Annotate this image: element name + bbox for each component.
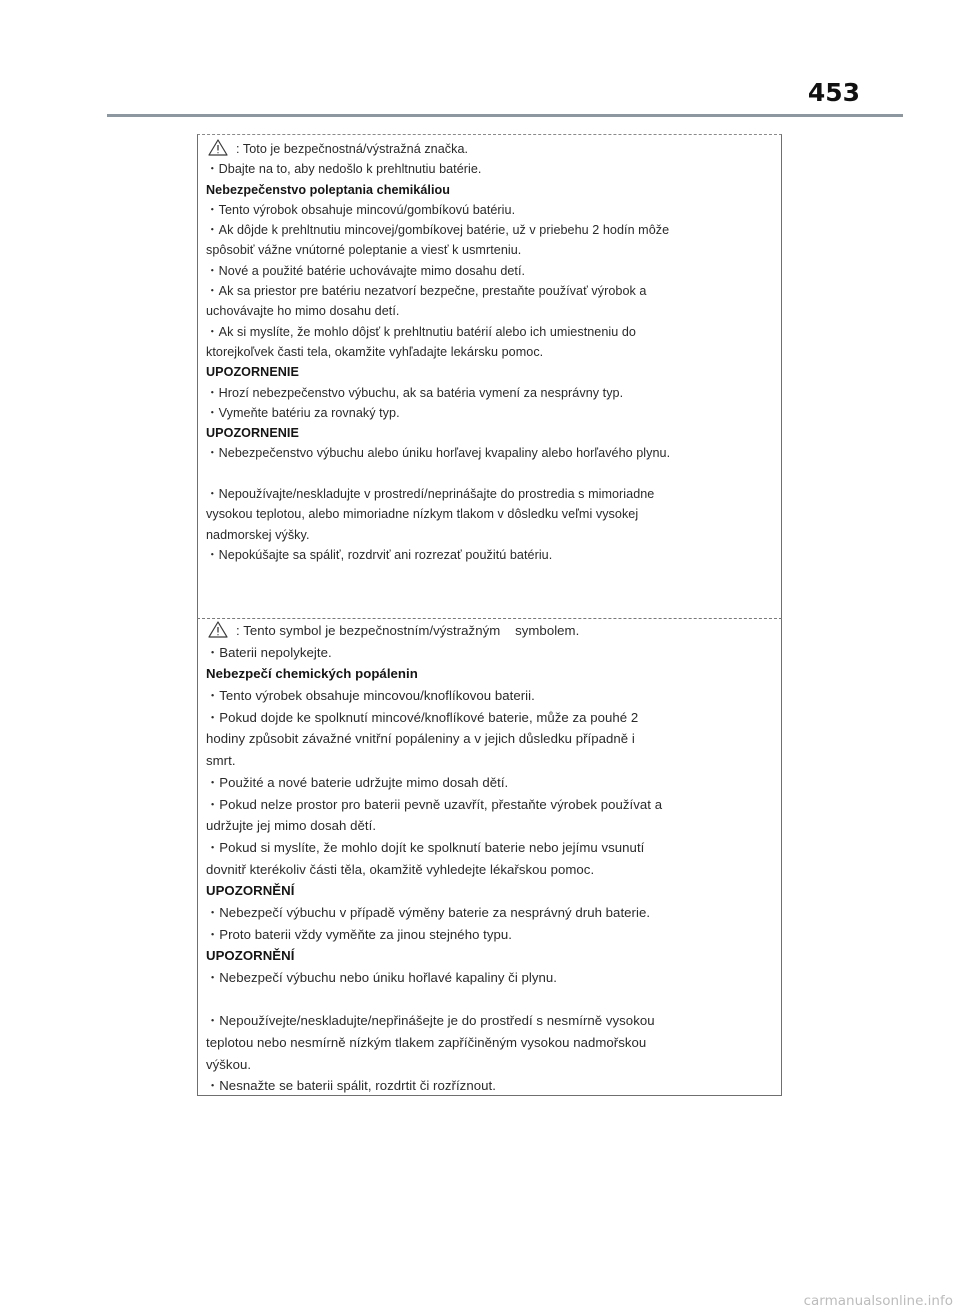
header-rule [107, 114, 903, 117]
text-line: ・Nesnažte se baterii spálit, rozdrtit či rozříznout. [206, 1078, 496, 1094]
box-divider [197, 618, 782, 619]
section-heading: UPOZORNENIE [206, 426, 299, 441]
icon-line-text: : Tento symbol je bezpečnostním/výstražným symbolem. [236, 623, 580, 638]
text-line: ・Ak si myslíte, že mohlo dôjsť k prehltnutiu batérií alebo ich umiestneniu do [206, 324, 636, 339]
text-line: ・Nebezpečí výbuchu nebo úniku hořlavé kapaliny či plynu. [206, 970, 558, 985]
text-line: vysokou teplotou, alebo mimoriadne nízkym tlakom v dôsledku veľmi vysokej [206, 507, 639, 522]
text-line: ・Proto baterii vždy vyměňte za jinou stejného typu. [206, 926, 513, 942]
section-heading: UPOZORNĚNÍ [206, 883, 295, 899]
text-line: ・Vymeňte batériu za rovnaký typ. [206, 405, 400, 420]
section-czech [206, 620, 776, 1097]
text-line: ・Nebezpečí výbuchu v případě výměny baterie za nesprávný druh baterie. [206, 904, 651, 920]
page-number: 453 [807, 78, 860, 107]
text-line: hodiny způsobit závažné vnitřní popáleniny a v jejich důsledku případně i [206, 731, 635, 747]
text-line: ・Nepoužívejte/neskladujte/nepřinášejte je do prostředí s nesmírně vysokou [206, 1013, 655, 1029]
text-line: ・Nepokúšajte sa spáliť, rozdrviť ani rozrezať použitú batériu. [206, 547, 553, 562]
text-line: ・Baterii nepolykejte. [206, 644, 332, 660]
text-line: ・Použité a nové baterie udržujte mimo dosah dětí. [206, 774, 509, 790]
section-heading: UPOZORNĚNÍ [206, 948, 295, 964]
text-line: ・Nebezpečenstvo výbuchu alebo úniku horľavej kvapaliny alebo horľavého plynu. [206, 446, 671, 461]
text-line: smrt. [206, 753, 236, 769]
text-line: ・Nové a použité batérie uchovávajte mimo dosahu detí. [206, 263, 526, 278]
blank-line [206, 989, 776, 1011]
text-line: uchovávajte ho mimo dosahu detí. [206, 304, 400, 319]
section-heading: UPOZORNENIE [206, 365, 299, 380]
text-line: udržujte jej mimo dosah dětí. [206, 818, 377, 834]
text-line: ・Hrozí nebezpečenstvo výbuchu, ak sa batéria vymení za nesprávny typ. [206, 385, 624, 400]
text-line: ・Ak sa priestor pre batériu nezatvorí bezpečne, prestaňte používať výrobok a [206, 284, 647, 299]
section-heading: Nebezpečí chemických popálenin [206, 666, 418, 682]
text-line: ・Ak dôjde k prehltnutiu mincovej/gombíkovej batérie, už v priebehu 2 hodín môže [206, 223, 670, 238]
text-line: ・Tento výrobek obsahuje mincovou/knoflíkovou baterii. [206, 688, 535, 704]
text-line: ・Pokud nelze prostor pro baterii pevně uzavřít, přestaňte výrobek používat a [206, 796, 663, 812]
section-slovak [206, 139, 776, 565]
text-line: ・Pokud dojde ke spolknutí mincové/knoflíkové baterie, může za pouhé 2 [206, 709, 639, 725]
icon-line-text: : Toto je bezpečnostná/výstražná značka. [236, 142, 469, 156]
text-line: spôsobiť vážne vnútorné poleptanie a viesť k usmrteniu. [206, 243, 522, 258]
text-line: dovnitř kterékoliv části těla, okamžitě vyhledejte lékařskou pomoc. [206, 861, 595, 877]
text-line: ktorejkoľvek časti tela, okamžite vyhľadajte lekársku pomoc. [206, 344, 544, 359]
text-line: ・Tento výrobok obsahuje mincovú/gombíkovú batériu. [206, 202, 516, 217]
text-line: výškou. [206, 1056, 252, 1072]
watermark-footer: carmanualsonline.info [803, 1293, 953, 1309]
text-line: nadmorskej výšky. [206, 527, 310, 542]
text-line: ・Nepoužívajte/neskladujte v prostredí/neprinášajte do prostredia s mimoriadne [206, 487, 655, 502]
text-line [206, 139, 776, 159]
text-line: ・Dbajte na to, aby nedošlo k prehltnutiu batérie. [206, 162, 482, 177]
text-line: teplotou nebo nesmírně nízkým tlakem zapříčiněným vysokou nadmořskou [206, 1035, 647, 1051]
blank-line [206, 464, 776, 484]
text-line: ・Pokud si myslíte, že mohlo dojít ke spolknutí baterie nebo jejímu vsunutí [206, 839, 645, 855]
section-heading: Nebezpečenstvo poleptania chemikáliou [206, 182, 450, 197]
text-line [206, 620, 776, 642]
